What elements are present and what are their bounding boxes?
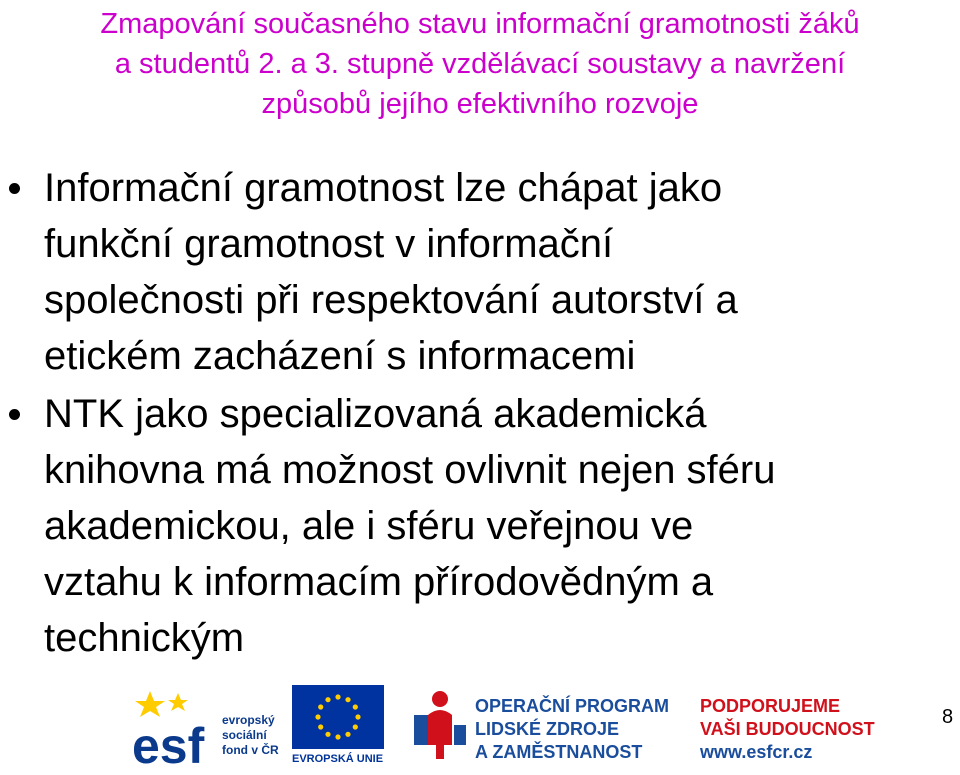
bullet-item xyxy=(0,386,775,666)
eu-star-icon xyxy=(335,694,340,699)
title-line: způsobů jejího efektivního rozvoje xyxy=(261,88,699,120)
bullet-line: etickém zacházení s informacemi xyxy=(44,334,636,378)
esf-caption-line: evropský xyxy=(222,713,275,727)
title-line: a studentů 2. a 3. stupně vzdělávací soustavy a navržení xyxy=(114,48,846,80)
bullet-line: akademickou, ale i sféru veřejnou ve xyxy=(44,504,694,548)
esf-letters: esf xyxy=(132,718,205,769)
bullet-line: funkční gramotnost v informační xyxy=(44,222,614,266)
esf-caption-line: sociální xyxy=(222,728,267,742)
bullet-item xyxy=(0,160,775,384)
bullet-line: vztahu k informacím přírodovědným a xyxy=(44,560,714,604)
op-line: OPERAČNÍ PROGRAM xyxy=(475,696,670,716)
bullet-line: NTK jako specializovaná akademická xyxy=(44,392,707,436)
eu-star-icon xyxy=(318,704,323,709)
eu-label: EVROPSKÁ UNIE xyxy=(292,753,384,765)
footer-logos xyxy=(130,685,890,770)
eu-star-icon xyxy=(355,714,360,719)
eu-logo xyxy=(292,685,384,769)
support-line: VAŠI BUDOUCNOST xyxy=(700,719,875,739)
bullet-line: knihovna má možnost ovlivnit nejen sféru xyxy=(44,448,776,492)
eu-star-icon xyxy=(345,732,350,737)
eu-star-icon xyxy=(325,697,330,702)
eu-star-icon xyxy=(345,697,350,702)
eu-flag-icon xyxy=(292,685,384,749)
oplz-figure-icon xyxy=(410,685,470,769)
bullet-dot xyxy=(9,409,20,420)
esf-caption-line: fond v ČR xyxy=(222,743,279,757)
eu-star-icon xyxy=(335,734,340,739)
bullet-dot xyxy=(9,183,20,194)
op-program-text xyxy=(475,695,669,764)
eu-star-icon xyxy=(325,732,330,737)
eu-star-icon xyxy=(353,724,358,729)
page-number: 8 xyxy=(942,706,954,728)
eu-star-icon xyxy=(353,704,358,709)
bullet-line: technickým xyxy=(44,616,245,660)
esf-caption xyxy=(222,713,279,758)
title-line: Zmapování současného stavu informační gramotnosti žáků xyxy=(100,8,860,40)
support-url[interactable]: www.esfcr.cz xyxy=(700,742,813,762)
slide-title xyxy=(0,4,960,124)
bullet-line: Informační gramotnost lze chápat jako xyxy=(44,166,723,210)
bullet-line: společnosti při respektování autorství a xyxy=(44,278,738,322)
bullet-list xyxy=(0,160,775,666)
eu-star-icon xyxy=(315,714,320,719)
support-line: PODPORUJEME xyxy=(700,696,841,716)
op-line: LIDSKÉ ZDROJE xyxy=(475,719,620,739)
eu-star-icon xyxy=(318,724,323,729)
support-text xyxy=(700,695,875,764)
op-line: A ZAMĚSTNANOST xyxy=(475,742,643,762)
